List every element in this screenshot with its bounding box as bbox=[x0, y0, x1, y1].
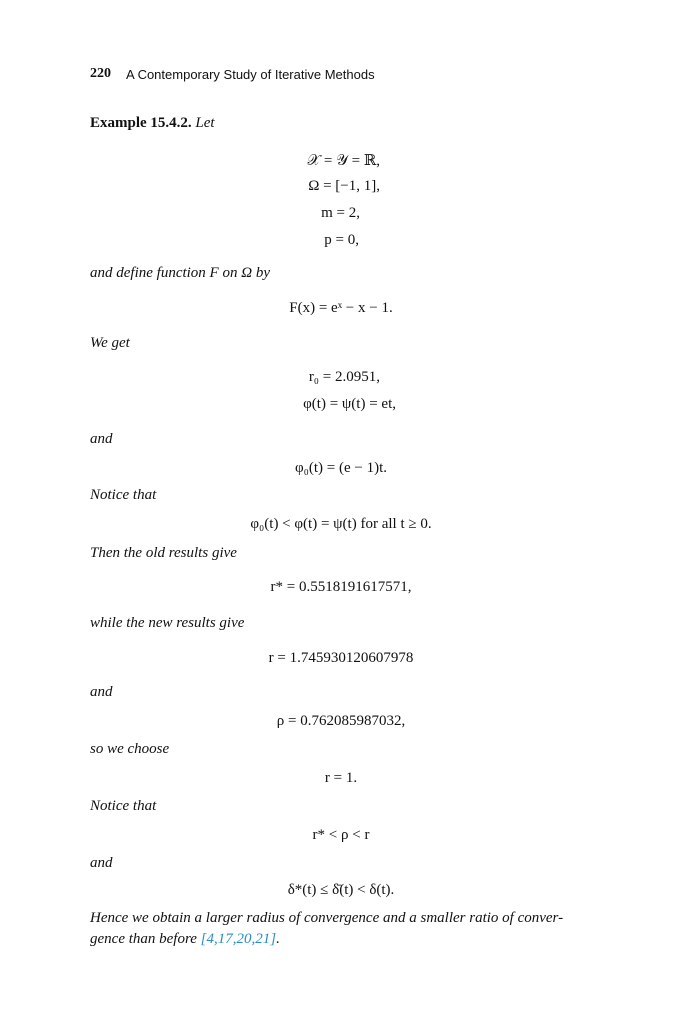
text-new-results: while the new results give bbox=[90, 615, 245, 631]
equation-phi-psi: φ(t) = ψ(t) = et, bbox=[303, 396, 396, 412]
text-so-we-choose: so we choose bbox=[90, 741, 170, 757]
equation-rho: ρ = 0.762085987032, bbox=[276, 713, 406, 729]
conclusion-period: . bbox=[276, 931, 280, 947]
equation-spaces: 𝒳 = 𝒴 = ℝ, bbox=[307, 153, 380, 169]
text-define-function: and define function F on Ω by bbox=[90, 265, 270, 281]
running-header-title: A Contemporary Study of Iterative Methods bbox=[126, 67, 375, 82]
text-old-results: Then the old results give bbox=[90, 545, 237, 561]
equation-delta: δ*(t) ≤ δ̄(t) < δ(t). bbox=[287, 882, 395, 898]
equation-p: p = 0, bbox=[324, 232, 359, 248]
text-and-2: and bbox=[90, 684, 113, 700]
page-number: 220 bbox=[90, 66, 111, 81]
conclusion-line-1: Hence we obtain a larger radius of convergence and a smaller ratio of conver- bbox=[90, 910, 564, 926]
text-we-get: We get bbox=[90, 335, 130, 351]
citation-link[interactable]: [4,17,20,21] bbox=[200, 931, 277, 947]
equation-inequality-2: r* < ρ < r bbox=[312, 827, 370, 843]
text-notice-that-2: Notice that bbox=[90, 798, 157, 814]
conclusion-line-2 bbox=[90, 931, 280, 948]
equation-r0: r₀ = 2.0951, bbox=[308, 369, 380, 385]
example-heading bbox=[90, 115, 215, 132]
equation-r: r = 1.745930120607978 bbox=[268, 650, 414, 666]
text-and-3: and bbox=[90, 855, 113, 871]
conclusion-text: gence than before bbox=[90, 931, 201, 947]
equation-domain: Ω = [−1, 1], bbox=[308, 178, 380, 194]
example-intro: Let bbox=[195, 115, 215, 131]
equation-phi0: φ₀(t) = (e − 1)t. bbox=[294, 460, 388, 476]
equation-F: F(x) = eˣ − x − 1. bbox=[289, 300, 393, 316]
equation-r-equals-1: r = 1. bbox=[324, 770, 358, 786]
equation-m: m = 2, bbox=[321, 205, 360, 221]
equation-r-star: r* = 0.5518191617571, bbox=[270, 579, 412, 595]
text-and-1: and bbox=[90, 431, 113, 447]
text-notice-that-1: Notice that bbox=[90, 487, 157, 503]
equation-inequality-1: φ₀(t) < φ(t) = ψ(t) for all t ≥ 0. bbox=[250, 516, 432, 532]
example-label: Example 15.4.2. bbox=[90, 115, 192, 131]
